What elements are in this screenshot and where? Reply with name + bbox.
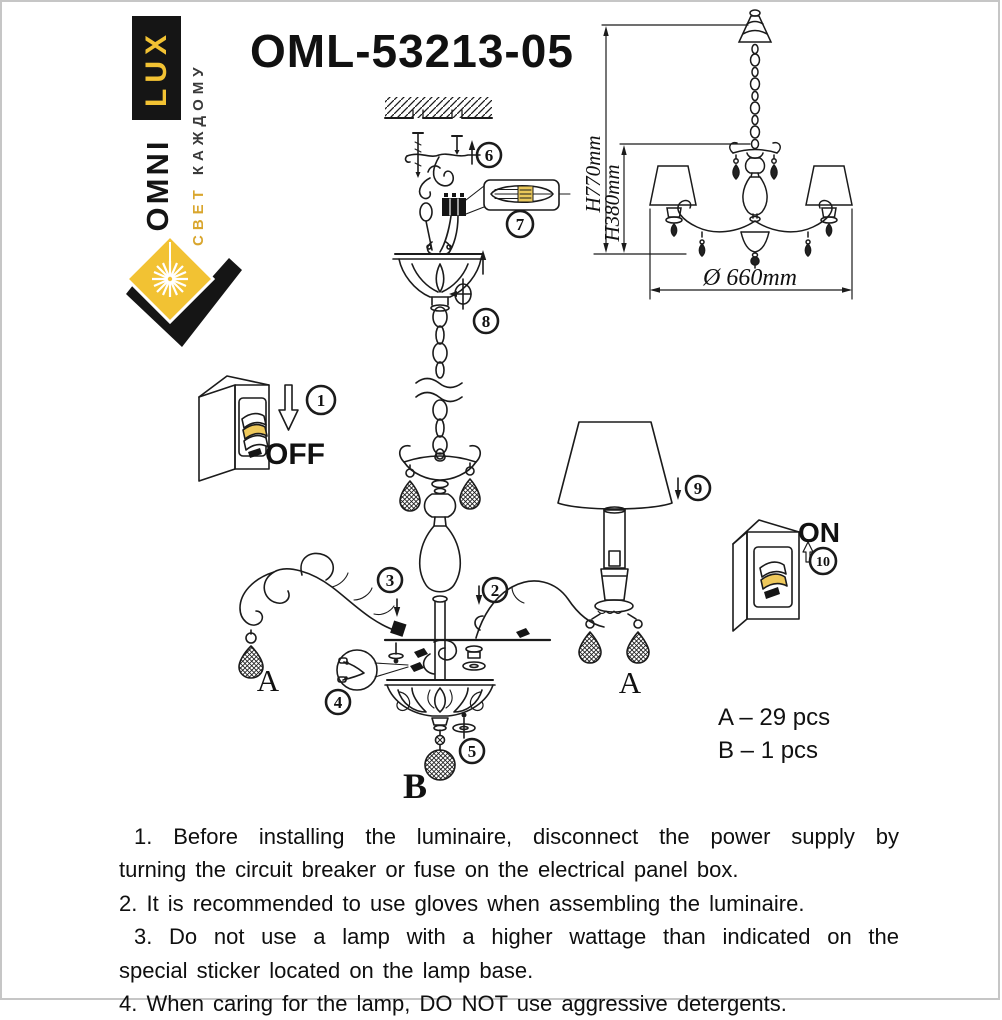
parts-count-list — [718, 701, 830, 767]
bottom-bowl — [385, 680, 495, 780]
logo-tagline-rest: КАЖДОМУ — [190, 62, 207, 176]
ceiling — [385, 97, 492, 118]
logo-lux-text: LUX — [140, 29, 173, 107]
step-numbers — [317, 146, 830, 761]
instruction-2-line-1: 2. It is recommended to use gloves when assembling the luminaire. — [119, 890, 805, 916]
step-5-number: 5 — [467, 742, 477, 761]
step-8-number: 8 — [481, 312, 491, 331]
mounting-hook — [406, 133, 480, 186]
top-crown — [400, 446, 481, 511]
safety-instructions — [119, 820, 899, 1020]
step-6-number: 6 — [484, 146, 494, 165]
model-number-title: OML-53213-05 — [250, 25, 574, 77]
off-label: OFF — [265, 438, 325, 471]
dim-lines — [594, 25, 852, 299]
total-height-label: H770mm — [581, 135, 605, 213]
instruction-3-line-1: 3. Do not use a lamp with a higher wattage than indicated on the — [134, 924, 899, 950]
part-a-count: A – 29 pcs — [718, 704, 831, 731]
instruction-1-line-1: 1. Before installing the luminaire, disconnect the power supply by — [134, 824, 899, 849]
step-4-number: 4 — [333, 693, 343, 712]
step-9-number: 9 — [693, 479, 703, 498]
instruction-4-line-1: 4. When caring for the lamp, DO NOT use aggressive detergents. — [119, 991, 787, 1017]
diameter-label: Ø 660mm — [703, 265, 797, 291]
step-1-number: 1 — [316, 391, 326, 410]
lampshade — [558, 422, 672, 509]
hanging-chain — [416, 307, 462, 459]
part-a-label-left: A — [256, 663, 280, 698]
arm-washers — [463, 586, 485, 670]
logo-omni-text: OMNI — [140, 138, 175, 232]
right-arm — [475, 422, 681, 663]
step-3-number: 3 — [385, 571, 395, 590]
step-7-number: 7 — [515, 215, 525, 234]
dim-chain — [751, 45, 760, 149]
wire-detail — [337, 650, 408, 690]
center-hub — [410, 640, 456, 674]
dim-shade-right — [806, 166, 852, 205]
part-b-label: B — [402, 766, 428, 806]
wire-terminal — [420, 166, 570, 254]
instruction-1-line-2: turning the circuit breaker or fuse on the electrical panel box. — [119, 857, 739, 883]
dim-shade-left — [650, 166, 696, 205]
body-height-label: H380mm — [600, 164, 624, 242]
instruction-3-line-2: special sticker located on the lamp base. — [119, 957, 534, 983]
part-b-count: B – 1 pcs — [718, 737, 819, 764]
step-2-number: 2 — [490, 581, 500, 600]
logo-tagline-accent: СВЕТ — [190, 185, 207, 246]
dimension-diagram — [581, 10, 852, 299]
step-10-number: 10 — [816, 555, 830, 570]
on-label: ON — [798, 517, 840, 548]
part-a-label-right: A — [618, 665, 642, 700]
diagram-canvas — [2, 2, 1002, 818]
